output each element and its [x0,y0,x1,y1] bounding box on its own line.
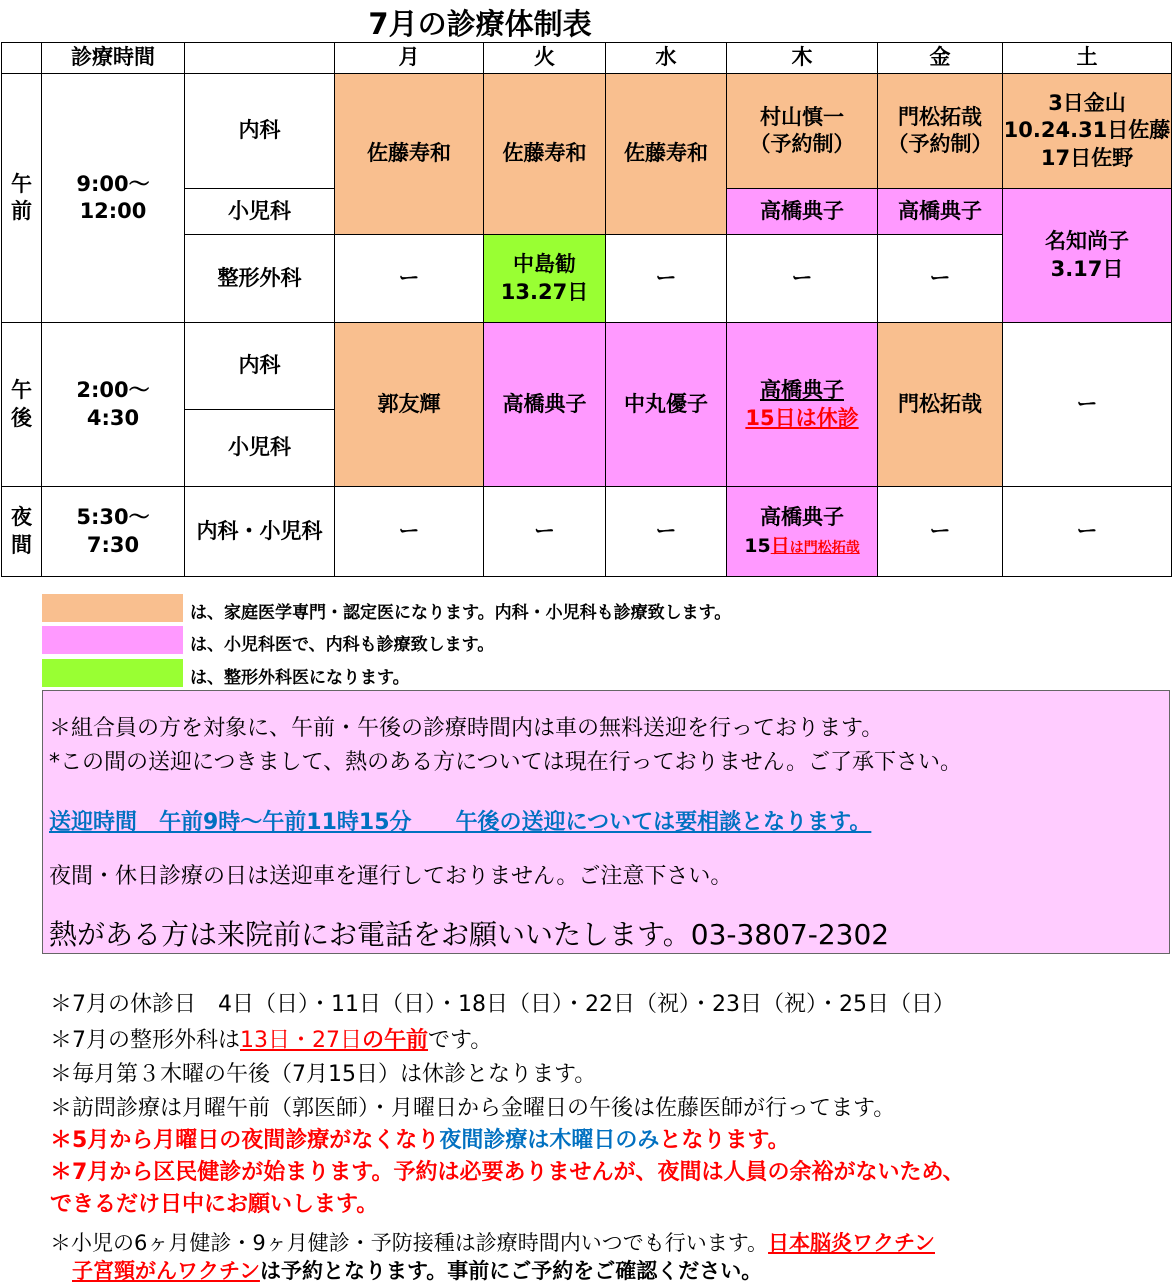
notice-line-1: ＊組合員の方を対象に、午前・午後の診療時間内は車の無料送迎を行っております。 [49,716,884,741]
legend-green-swatch [42,659,183,687]
pm-time: 2:00～ 4:30 [42,323,185,487]
am-wed: 佐藤寿和 [606,74,727,235]
night-thu: 高橋典子 15日は門松拓哉 [727,487,878,577]
night-wed: ー [606,487,727,577]
am-fri-shonika: 高橋典子 [878,189,1003,235]
am-sat-shonika: 名知尚子 3.17日 [1003,189,1172,323]
notice-line-4: 夜間・休日診療の日は送迎車を運行しておりません。ご注意下さい。 [49,864,733,889]
pm-dept-naika: 内科 [185,323,335,410]
pm-wed: 中丸優子 [606,323,727,487]
note-night-change: ＊5月から月曜日の夜間診療がなくなり夜間診療は木曜日のみとなります。 [50,1128,790,1153]
schedule-table [1,42,1172,577]
note-closed-days: ＊7月の休診日 4日（日）・11日（日）・18日（日）・22日（祝）・23日（祝）・25日（日） [50,992,955,1017]
header-fri: 金 [878,43,1003,74]
header-sat: 土 [1003,43,1172,74]
header-row [2,43,1172,74]
note-home-visit: ＊訪問診療は月曜午前（郭医師）・月曜日から金曜日の午後は佐藤医師が行ってます。 [50,1096,896,1121]
pm-tue: 高橋典子 [484,323,606,487]
note-checkup-1: ＊7月から区民健診が始まります。予約は必要ありませんが、夜間は人員の余裕がないため、 [50,1160,965,1185]
night-fri: ー [878,487,1003,577]
am-sat-naika: 3日金山 10.24.31日佐藤 17日佐野 [1003,74,1172,189]
notice-line-2: *この間の送迎につきまして、熱のある方については現在行っておりません。ご了承下さい。 [49,750,963,775]
legend-pink-swatch [42,626,183,654]
night-mon: ー [335,487,484,577]
header-blank [2,43,42,74]
am-fri-naika: 門松拓哉 （予約制） [878,74,1003,189]
am-thu-seikei: ー [727,235,878,323]
night-label: 夜 間 [2,487,42,577]
header-tue: 火 [484,43,606,74]
am-fri-seikei: ー [878,235,1003,323]
legend-orange-swatch [42,594,183,622]
note-orthopedics: ＊7月の整形外科は13日・27日の午前です。 [50,1028,493,1053]
am-time: 9:00～ 12:00 [42,74,185,323]
night-sat: ー [1003,487,1172,577]
header-wed: 水 [606,43,727,74]
pm-sat: ー [1003,323,1172,487]
pm-label: 午 後 [2,323,42,487]
page-title: 7月の診療体制表 [368,7,592,41]
am-label: 午 前 [2,74,42,323]
am-tue-seikei: 中島勧 13.27日 [484,235,606,323]
am-dept-naika: 内科 [185,74,335,189]
pm-thu: 高橋典子 15日は休診 [727,323,878,487]
night-time: 5:30～ 7:30 [42,487,185,577]
legend-pink-text: は、小児科医で、内科も診療致します。 [190,635,495,655]
header-dept [185,43,335,74]
note-checkup-2: できるだけ日中にお願いします。 [50,1192,379,1217]
shuttle-notice-box [42,690,1170,954]
am-mon-seikei: ー [335,235,484,323]
pm-fri: 門松拓哉 [878,323,1003,487]
pm-dept-shonika: 小児科 [185,410,335,487]
header-thu: 木 [727,43,878,74]
am-thu-shonika: 高橋典子 [727,189,878,235]
header-mon: 月 [335,43,484,74]
am-thu-naika: 村山慎一 （予約制） [727,74,878,189]
am-tue: 佐藤寿和 [484,74,606,235]
note-vaccine-1: ＊小児の6ヶ月健診・9ヶ月健診・予防接種は診療時間内いつでも行います。日本脳炎ワクチン [50,1231,935,1255]
legend-green-text: は、整形外科医になります。 [190,668,410,688]
am-dept-shonika: 小児科 [185,189,335,235]
pm-mon: 郭友輝 [335,323,484,487]
night-tue: ー [484,487,606,577]
am-wed-seikei: ー [606,235,727,323]
am-dept-seikei: 整形外科 [185,235,335,323]
header-time: 診療時間 [42,43,185,74]
legend-orange-text: は、家庭医学専門・認定医になります。内科・小児科も診療致します。 [190,603,732,623]
shuttle-time-link[interactable]: 送迎時間 午前9時～午前11時15分 午後の送迎については要相談となります。 [49,810,872,835]
night-dept: 内科・小児科 [185,487,335,577]
notice-phone-line: 熱がある方は来院前にお電話をお願いいたします。03-3807-2302 [49,918,890,951]
note-vaccine-2: 子宮頸がんワクチンは予約となります。事前にご予約をご確認ください。 [72,1259,763,1283]
note-third-thursday: ＊毎月第３木曜の午後（7月15日）は休診となります。 [50,1062,597,1087]
am-mon: 佐藤寿和 [335,74,484,235]
